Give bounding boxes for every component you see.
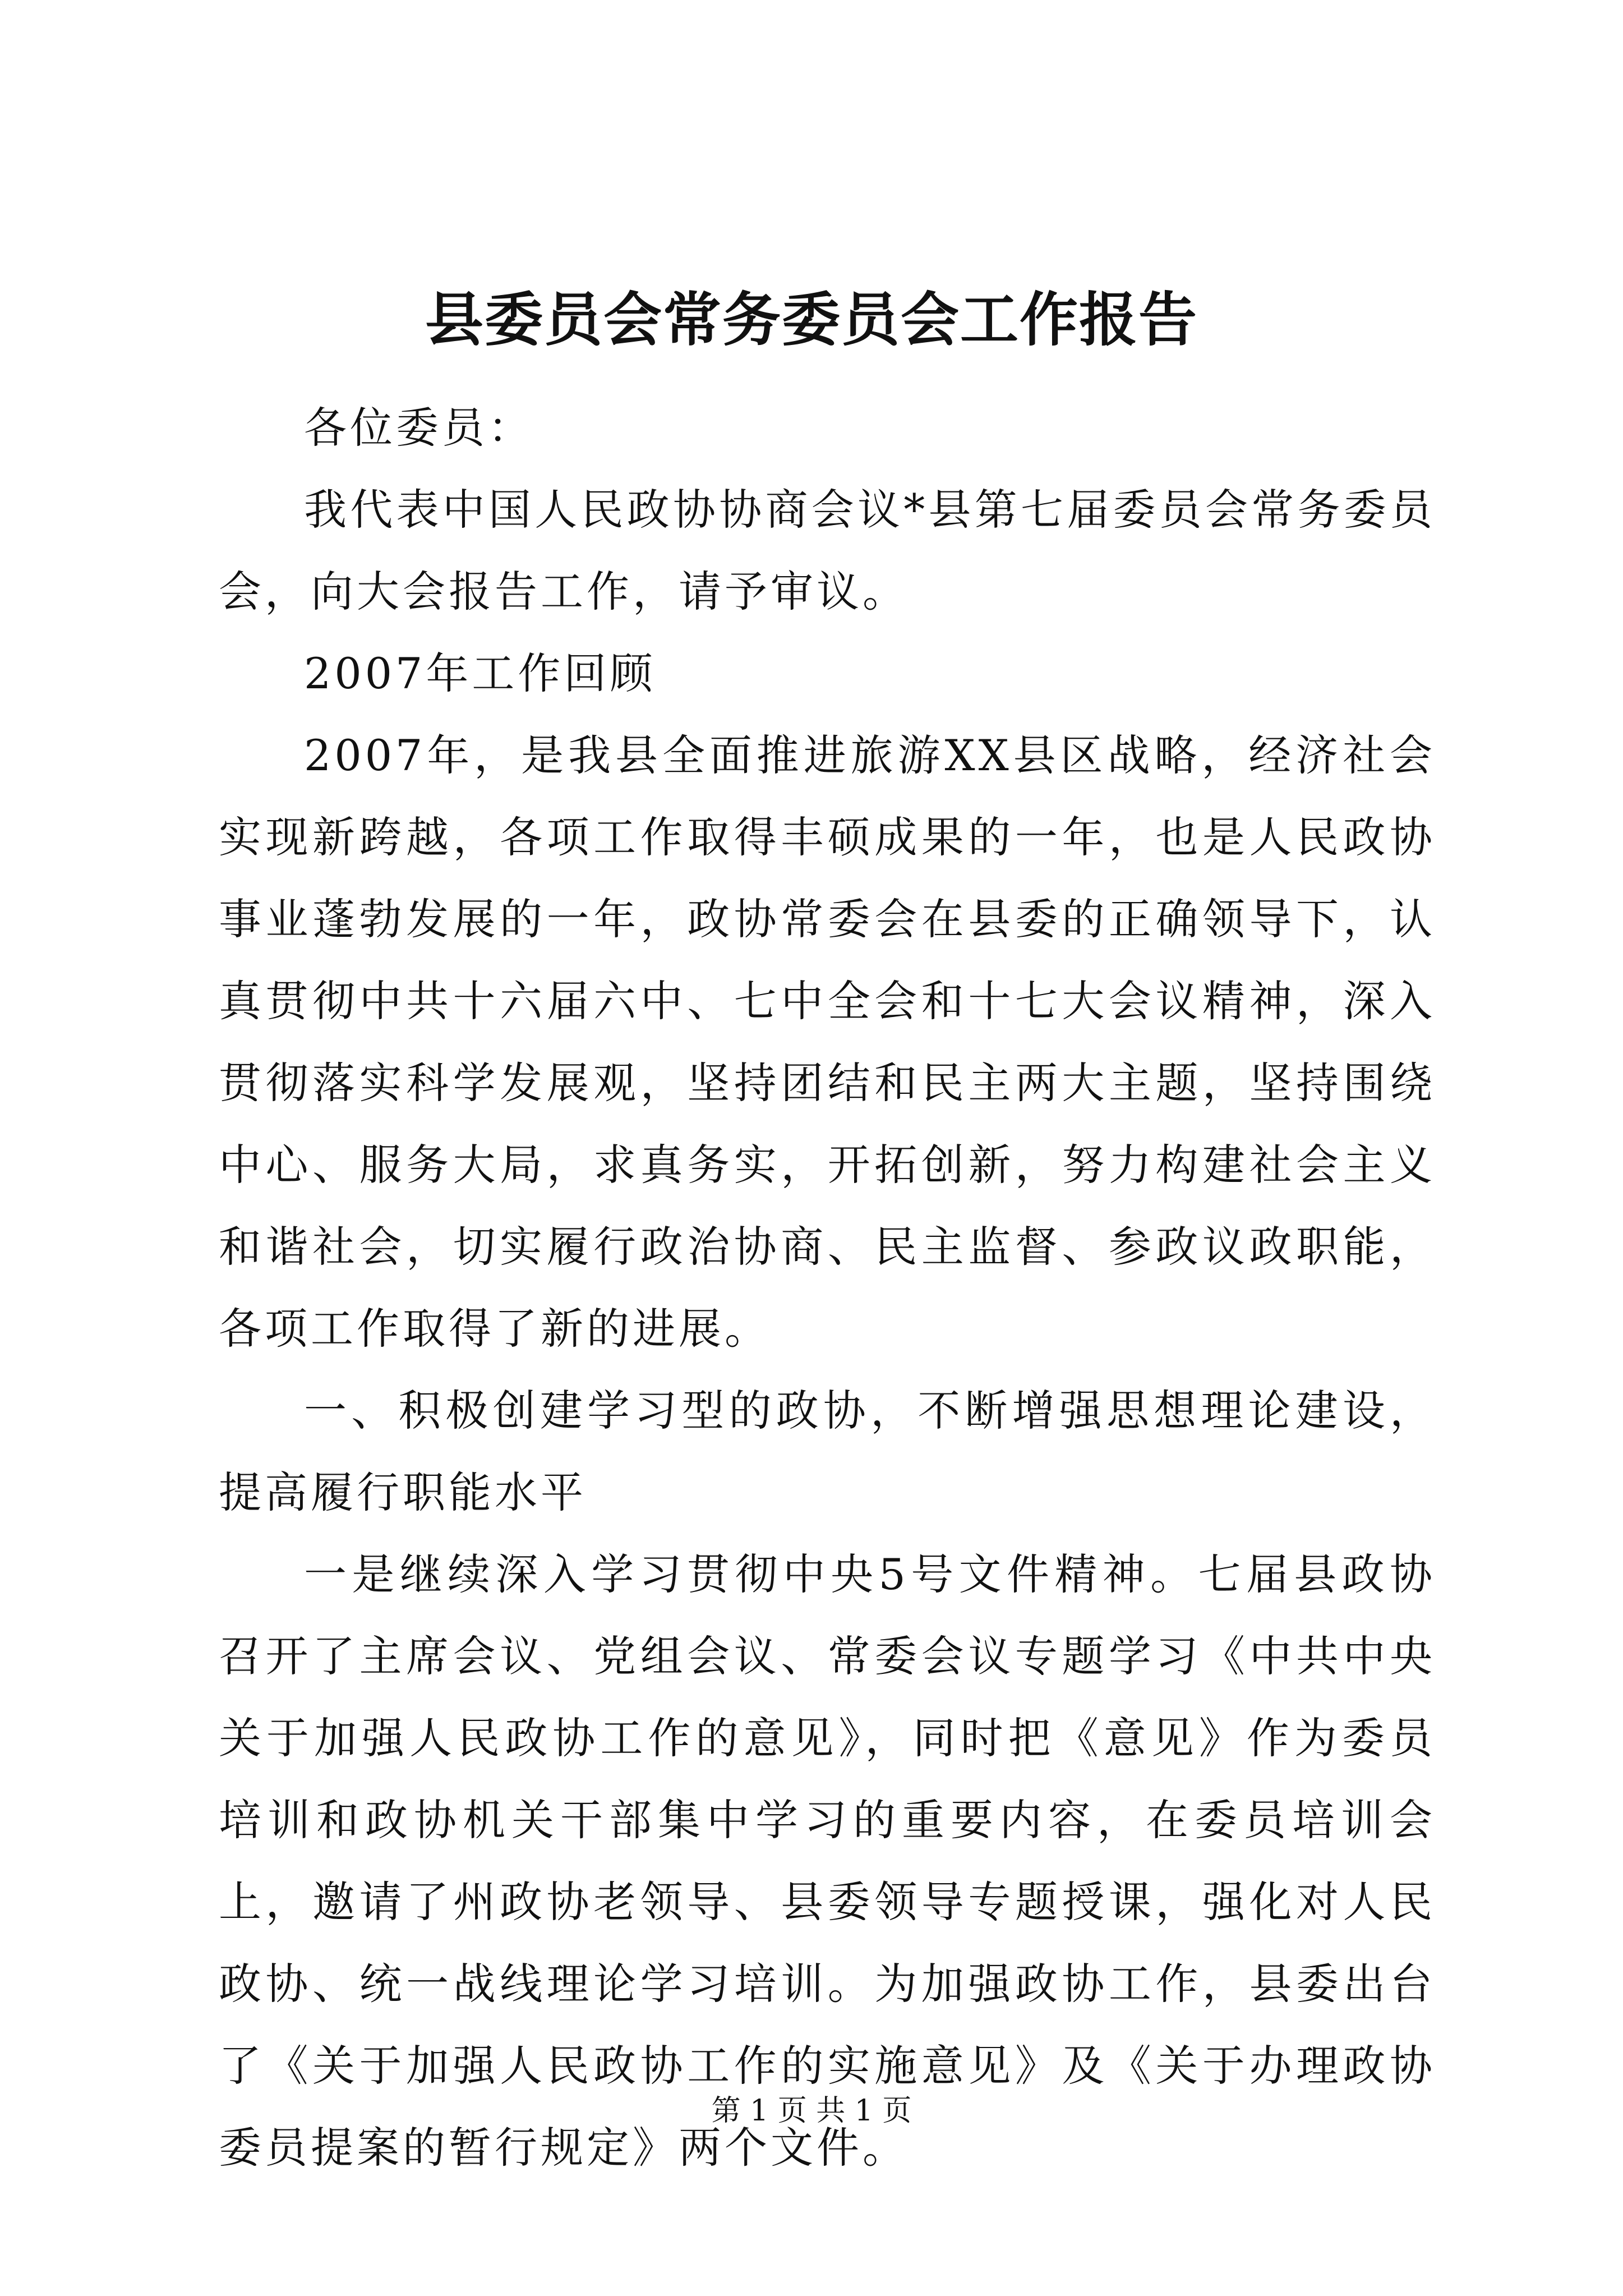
document-title: 县委员会常务委员会工作报告: [425, 285, 1198, 354]
salutation-paragraph: 各位委员：: [304, 403, 534, 453]
study-paragraph: 一是继续深入学习贯彻中央5号文件精神。七届县政协召开了主席会议、党组会议、常委会议专题学习《中共中央关于加强人民政协工作的意见》，同时把《意见》作为委员培训和政协机关干部集中学习的重要内容，在委员培训会上，邀请了州政协老领导、县委领导专题授课，强化对人民政协、统一战线理论学习培训。为加强政协工作，县委出台了《关于加强人民政协工作的实施意见》及《关于办理政协委员提案的暂行规定》两个文件。: [219, 1549, 1436, 2173]
page-footer: 第 1 页 共 1 页: [711, 2094, 912, 2128]
section-heading-review: 2007年工作回顾: [304, 648, 656, 698]
section-heading-one: 一、积极创建学习型的政协，不断增强思想理论建设，提高履行职能水平: [219, 1386, 1436, 1517]
intro-paragraph: 我代表中国人民政协协商会议*县第七届委员会常务委员会，向大会报告工作，请予审议。: [219, 485, 1436, 616]
review-paragraph: 2007年，是我县全面推进旅游XX县区战略，经济社会实现新跨越，各项工作取得丰硕成果的一年，也是人民政协事业蓬勃发展的一年，政协常委会在县委的正确领导下，认真贯彻中共十六届六中、七中全会和十七大会议精神，深入贯彻落实科学发展观，坚持团结和民主两大主题，坚持围绕中心、服务大局，求真务实，开拓创新，努力构建社会主义和谐社会，切实履行政治协商、民主监督、参政议政职能，各项工作取得了新的进展。: [219, 730, 1436, 1354]
document-body: [219, 387, 1436, 2189]
